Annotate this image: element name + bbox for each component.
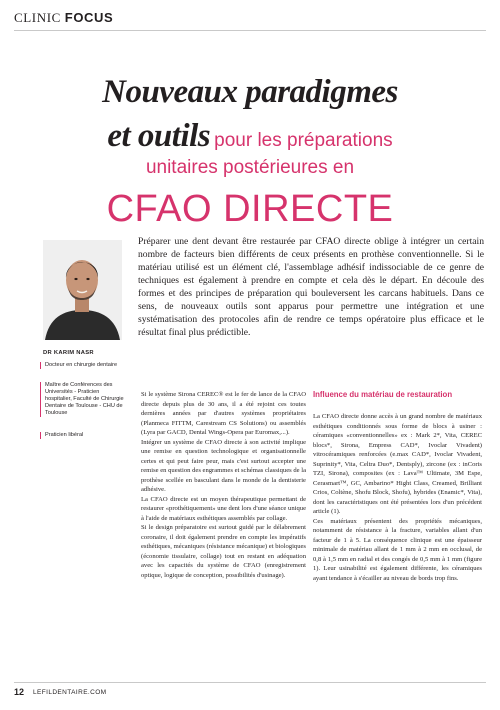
section-kicker-bold: FOCUS <box>64 10 114 25</box>
affiliation-marker <box>40 432 41 439</box>
title-line-2 <box>0 118 500 155</box>
paragraph: La CFAO directe donne accès à un grand nombre de matériaux esthétiques conditionnés sous forme de blocs à usiner : céramiques «conventionnelles» ex : Mark 2*, Vita, CEREC blocs*, Sirona, Empress CAD*, Ivoclar Vivadent) vitrocéramiques renforcées (e.max CAD*, Ivoclar Vivadent, Suprinity*, Vita, Celtra Duo*, Dentsply), zircone (ex : inCoris TZI, Sirona), composites (ex : Lava™ Ultimate, 3M Espe, Cerasmart™, GC, Ambarino* Hight Class, Creamed, Brilliant Crios, Coltène, Shofu Block, Shofu), hybrides (Enamic*, Vita), dont les caractéristiques ont été présentées lors d'un précédent article (1). <box>313 413 482 515</box>
title-line-3: unitaires postérieures en <box>145 157 355 178</box>
affiliation-marker <box>40 362 41 369</box>
section-heading: Influence du matériau de restauration <box>313 390 453 399</box>
footer-rule <box>14 682 486 683</box>
author-affiliation-text: Praticien libéral <box>45 432 84 438</box>
intro-paragraph: Préparer une dent devant être restaurée par CFAO directe oblige à intégrer un certain nombre de facteurs bien différents de ceux présents en prothèse conventionnelle. Si le matériau utilisé est un élément clé, l'assemblage adhésif indissociable de ce genre de techniques est également à prendre en compte et cela dès le départ. En découle des formes et des principes de préparation qui bouleversent les carcans habituels. Dans ce sens, de nouveaux outils sont apparus pour permettre une intégration et une systématisation des protocoles afin de rendre ce temps opératoire plus efficace et le résultat final plus prédictible. <box>138 236 484 338</box>
site-name: LEFILDENTAIRE.COM <box>33 689 107 696</box>
section-kicker <box>14 10 113 26</box>
header-rule <box>14 30 486 31</box>
author-affiliation <box>45 432 127 439</box>
paragraph: Si le système Sirona CEREC® est le fer de lance de la CFAO directe depuis plus de 30 ans, il a été rejoint ces toutes dernières années par d'autres systèmes propriétaires (Planmeca FITTM, Carestream CS Solutions) ou assemblés (Lyra par GACD, Dental Wings-Opera par Euromax,...). <box>141 391 306 436</box>
body-column-2 <box>313 412 482 583</box>
title-line-4: CFAO DIRECTE <box>106 188 394 230</box>
author-affiliation-text: Docteur en chirurgie dentaire <box>45 362 118 368</box>
title-line-2-italic: et outils <box>107 118 211 154</box>
section-kicker-light: CLINIC <box>14 10 61 25</box>
paragraph: La CFAO directe est un moyen thérapeutique permettant de restaurer «prothétiquement» une dent lors d'une séance unique à l'aide de matériaux esthétiques assemblés par collage. <box>141 495 306 522</box>
author-portrait-icon <box>43 240 122 340</box>
author-affiliation <box>45 362 127 369</box>
author-affiliation-text: Maître de Conférences des Universités - Praticien hospitalier, Faculté de Chirurgie Dentaire de Toulouse - CHU de Toulouse <box>45 382 124 416</box>
affiliation-marker <box>40 382 41 417</box>
paragraph: Si le design préparatoire est surtout guidé par le délabrement coronaire, il doit également prendre en compte les impératifs esthétiques, mécaniques (résistance mécanique) et biologiques (économie tissulaire, collage) tout en restant en adéquation avec les capacités du système de CFAO (enregistrement optique, logique de conception, possibilités d'usinage). <box>141 524 306 579</box>
title-line-2-pink: pour les préparations <box>214 130 393 151</box>
author-affiliation <box>45 382 127 417</box>
author-photo <box>43 240 122 340</box>
paragraph: Ces matériaux présentent des propriétés mécaniques, notamment de résistance à la fracture, variables allant d'un facteur de 1 à 5. La conséquence clinique est une épaisseur minimale de matériau allant de 1 mm à 2 mm en occlusal, de 0,8 à 1,5 mm en radial et des congés de 0,5 mm à 1 mm (figure 1). Leur usinabilité est également différente, les céramiques ayant tendance à s'écailler au niveau de bords trop fins. <box>313 517 482 582</box>
body-column-1 <box>141 390 306 580</box>
title-line-1: Nouveaux paradigmes <box>102 74 398 110</box>
paragraph: Intégrer un système de CFAO directe à son activité implique une remise en question technologique et organisationnelle certes et qui peut faire peur, mais c'est surtout accepter une remise en question des engrammes et schémas classiques de la prothèse scellée en basculant dans le monde de la dentisterie adhésive. <box>141 438 306 493</box>
author-name: DR KARIM NASR <box>43 350 94 356</box>
page-number: 12 <box>14 687 25 697</box>
